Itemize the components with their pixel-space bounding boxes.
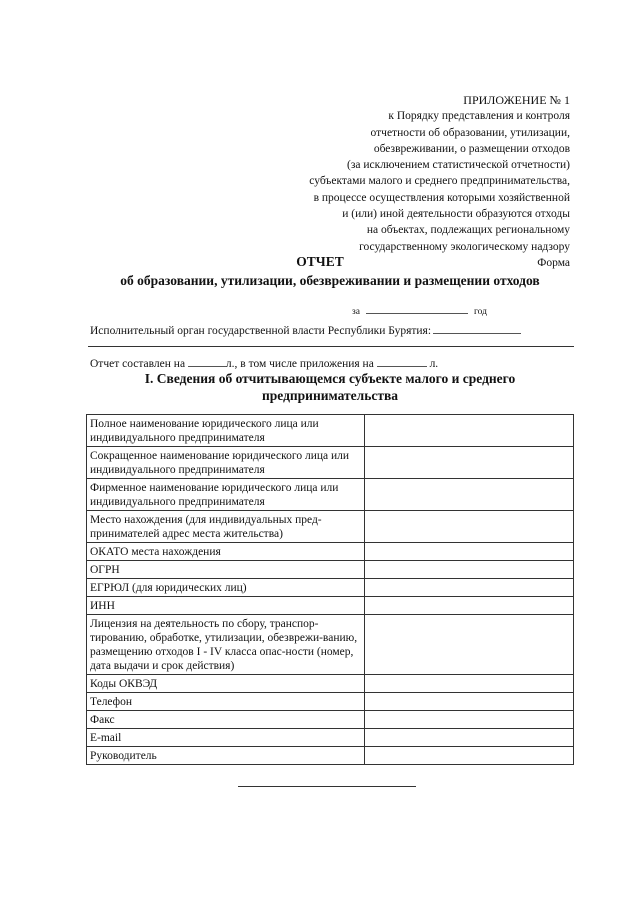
row-label: ОГРН [87, 561, 365, 579]
appendix-line: обезвреживании, о размещении отходов [373, 142, 570, 155]
table-row [87, 615, 574, 675]
table-row [87, 561, 574, 579]
row-value-cell[interactable] [364, 597, 573, 615]
row-label: Телефон [87, 693, 365, 711]
row-value-cell[interactable] [364, 693, 573, 711]
row-value-cell[interactable] [364, 561, 573, 579]
pages-count-field[interactable] [188, 354, 226, 367]
table-row [87, 543, 574, 561]
appendix-line: отчетности об образовании, утилизации, [370, 126, 570, 139]
row-label: ОКАТО места нахождения [87, 543, 365, 561]
section-title-line: I. Сведения об отчитывающемся субъекте малого и среднего [144, 371, 516, 386]
section-title-line: предпринимательства [261, 388, 399, 403]
pages-count-line [90, 354, 438, 370]
period-year-field[interactable] [366, 303, 468, 314]
row-label: Коды ОКВЭД [87, 675, 365, 693]
executive-organ-line [90, 321, 521, 337]
appendix-line: в процессе осуществления которыми хозяйственной [313, 191, 570, 204]
divider-line [88, 346, 574, 347]
table-row [87, 511, 574, 543]
appendix-pages-field[interactable] [377, 354, 427, 367]
row-label: Сокращенное наименование юридического лица или индивидуального предпринимателя [87, 447, 365, 479]
row-value-cell[interactable] [364, 543, 573, 561]
section-title [60, 370, 600, 404]
appendix-line: ПРИЛОЖЕНИЕ № 1 [463, 93, 570, 107]
table-row [87, 447, 574, 479]
subject-info-table [86, 414, 574, 765]
composed-text-2: л., в том числе приложения на [225, 358, 374, 370]
report-period [352, 303, 487, 317]
row-value-cell[interactable] [364, 675, 573, 693]
row-label: Полное наименование юридического лица или индивидуального предпринимателя [87, 415, 365, 447]
report-title: ОТЧЕТ [296, 254, 344, 269]
row-label: ИНН [87, 597, 365, 615]
row-value-cell[interactable] [364, 447, 573, 479]
row-label: Лицензия на деятельность по сбору, транспор-тированию, обработке, утилизации, обезврежи-ванию, размещению отходов I - IV класса опас-ности (номер, дата выдачи и срок действия) [87, 615, 365, 675]
row-value-cell[interactable] [364, 615, 573, 675]
table-row [87, 693, 574, 711]
row-value-cell[interactable] [364, 415, 573, 447]
row-label: Место нахождения (для индивидуальных пред-принимателей адрес места жительства) [87, 511, 365, 543]
appendix-line: на объектах, подлежащих региональному [366, 224, 570, 237]
row-label: E-mail [87, 729, 365, 747]
row-value-cell[interactable] [364, 729, 573, 747]
table-row [87, 479, 574, 511]
form-label: Форма [537, 256, 570, 269]
row-label: Факс [87, 711, 365, 729]
appendix-line: и (или) иной деятельности образуются отходы [342, 208, 570, 221]
signature-line [238, 786, 416, 787]
row-value-cell[interactable] [364, 711, 573, 729]
table-row [87, 415, 574, 447]
composed-text-1: Отчет составлен на [90, 358, 186, 370]
table-row [87, 747, 574, 765]
executive-organ-field[interactable] [433, 321, 521, 334]
row-value-cell[interactable] [364, 747, 573, 765]
table-row [87, 579, 574, 597]
row-value-cell[interactable] [364, 579, 573, 597]
table-row [87, 711, 574, 729]
period-prefix: за [352, 307, 360, 317]
period-suffix: год [473, 307, 487, 317]
appendix-line: (за исключением статистической отчетности) [347, 159, 570, 172]
appendix-line: субъектами малого и среднего предпринимательства, [309, 175, 570, 188]
table-row [87, 675, 574, 693]
appendix-line: к Порядку представления и контроля [388, 110, 570, 123]
row-value-cell[interactable] [364, 511, 573, 543]
row-label: Фирменное наименование юридического лица или индивидуального предпринимателя [87, 479, 365, 511]
table-row [87, 597, 574, 615]
row-label: Руководитель [87, 747, 365, 765]
executive-organ-label: Исполнительный орган государственной власти Республики Бурятия: [90, 325, 432, 337]
row-label: ЕГРЮЛ (для юридических лиц) [87, 579, 365, 597]
composed-text-3: л. [429, 358, 439, 370]
appendix-line: государственному экологическому надзору [359, 240, 570, 253]
appendix-header [250, 92, 570, 271]
row-value-cell[interactable] [364, 479, 573, 511]
report-subtitle: об образовании, утилизации, обезвреживании и размещении отходов [120, 273, 540, 288]
table-row [87, 729, 574, 747]
